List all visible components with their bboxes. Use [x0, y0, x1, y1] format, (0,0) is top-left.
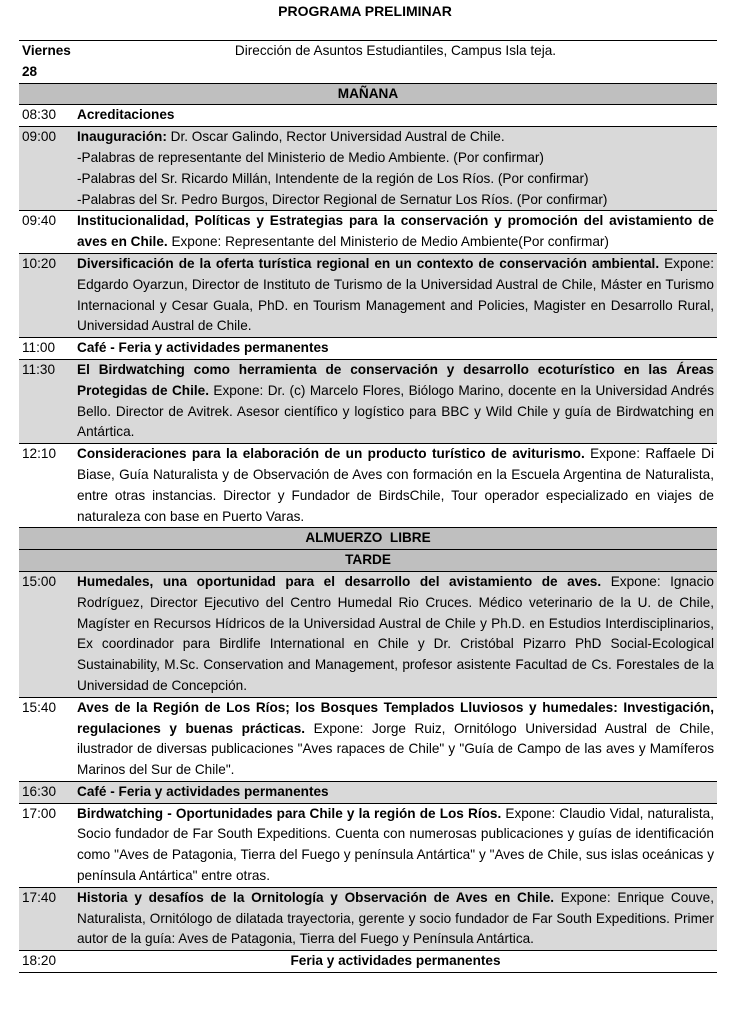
session-title: Aves de la Región de Los Ríos; los Bosques Templados Lluviosos y humedales: Investigación, regulaciones y buenas prácticas.: [77, 699, 714, 736]
session-line: -Palabras de representante del Ministerio de Medio Ambiente. (Por confirmar): [77, 149, 544, 165]
session-title: Institucionalidad, Políticas y Estrategias para la conservación y promoción del avistamiento de aves en Chile.: [77, 213, 714, 250]
schedule-row: [19, 127, 717, 211]
schedule-desc: [74, 359, 717, 443]
schedule-desc: [74, 444, 717, 528]
schedule-desc: [74, 127, 717, 211]
schedule-row: [19, 887, 717, 950]
section-morning: [19, 83, 717, 105]
session-title: Birdwatching - Oportunidades para Chile y la región de Los Ríos.: [77, 805, 502, 821]
session-title: Café - Feria y actividades permanentes: [77, 783, 329, 799]
schedule-row: [19, 338, 717, 360]
session-text: Dr. Oscar Galindo, Rector Universidad Austral de Chile.: [166, 129, 505, 145]
schedule-desc: [74, 697, 717, 781]
session-text: Expone: Dr. (c) Marcelo Flores, Biólogo Marino, docente en la Universidad Andrés Bello. Director de Avitrek. Asesor científico y logístico para BBC y Wild Chile y guía de Birdwatching en Antártica.: [77, 382, 715, 440]
schedule-desc: [74, 253, 717, 337]
schedule-row: [19, 781, 717, 803]
day-label: Viernes 28: [19, 41, 74, 84]
day-header-row: [19, 41, 717, 84]
schedule-time: 17:40: [19, 887, 74, 950]
page-title: PROGRAMA PRELIMINAR: [278, 3, 452, 19]
schedule-time: 17:00: [19, 803, 74, 887]
session-text: Expone: Representante del Ministerio de Medio Ambiente(Por confirmar): [167, 234, 609, 250]
schedule-desc: [74, 105, 717, 127]
session-text: Expone: Edgardo Oyarzun, Director de Instituto de Turismo de la Universidad Austral de Chile, Máster en Turismo Internacional y Cesar Guala, PhD. en Tourism Management and Policies, Magister en Desarrollo Rural, Universidad Austral de Chile.: [77, 255, 714, 334]
schedule-desc: [74, 887, 717, 950]
session-title: Café - Feria y actividades permanentes: [77, 340, 329, 356]
schedule-time: 12:10: [19, 444, 74, 528]
schedule-row: [19, 211, 717, 254]
section-afternoon-label: TARDE: [19, 550, 717, 572]
session-title: El Birdwatching como herramienta de conservación y desarrollo ecoturístico en las Áreas Protegidas de Chile.: [77, 361, 714, 398]
schedule-time: 16:30: [19, 781, 74, 803]
session-text: Expone: Enrique Couve, Naturalista, Ornitólogo de dilatada trayectoria, gerente y socio fundador de Far South Expeditions. Primer autor de la guía: Aves de Patagonia, Tierra del Fuego y Península Antártica.: [77, 889, 714, 947]
schedule-time: 15:40: [19, 697, 74, 781]
session-text: Expone: Raffaele Di Biase, Guía Naturalista y de Observación de Aves con formación en la Escuela Argentina de Naturalista, entre otras instancias. Director y Fundador de BirdsChile, Tour operador especializado en viajes de naturaleza con base en Puerto Varas.: [77, 446, 714, 524]
session-title: Humedales, una oportunidad para el desarrollo del avistamiento de aves.: [77, 573, 602, 589]
schedule-time: 08:30: [19, 105, 74, 127]
schedule-row: [19, 105, 717, 127]
schedule-row: [19, 951, 717, 973]
section-lunch-label: ALMUERZO LIBRE: [19, 528, 717, 550]
session-line: -Palabras del Sr. Pedro Burgos, Director Regional de Sernatur Los Ríos. (Por confirmar): [77, 191, 608, 207]
section-afternoon: [19, 550, 717, 572]
schedule-desc: [74, 211, 717, 254]
session-title: Inauguración:: [77, 129, 167, 145]
session-title: Feria y actividades permanentes: [74, 951, 717, 973]
schedule-time: 09:40: [19, 211, 74, 254]
schedule-row: [19, 803, 717, 887]
schedule-desc: [74, 338, 717, 360]
schedule-time: 09:00: [19, 127, 74, 211]
session-title: Historia y desafíos de la Ornitología y Observación de Aves en Chile.: [77, 889, 555, 905]
schedule-time: 15:00: [19, 571, 74, 697]
session-text: Expone: Claudio Vidal, naturalista, Socio fundador de Far South Expeditions. Cuenta con numerosas publicaciones y guías de identificación como "Aves de Patagonia, Tierra del Fuego y península Antártica" y "Aves de Chile, sus islas oceánicas y península Antártica" entre otras.: [77, 805, 715, 884]
session-title: Acreditaciones: [77, 107, 175, 123]
section-morning-label: MAÑANA: [19, 83, 717, 105]
section-lunch: [19, 528, 717, 550]
schedule-row: [19, 359, 717, 443]
session-title: Diversificación de la oferta turística regional en un contexto de conservación ambiental.: [77, 255, 660, 271]
schedule-row: [19, 571, 717, 697]
schedule-row: [19, 253, 717, 337]
venue-label: Dirección de Asuntos Estudiantiles, Campus Isla teja.: [74, 41, 717, 84]
schedule-row: [19, 697, 717, 781]
session-text: Expone: Jorge Ruiz, Ornitólogo Universidad Austral de Chile, ilustrador de diversas publicaciones "Aves rapaces de Chile" y "Guía de Campo de las aves y Mamíferos Marinos del Sur de Chile".: [77, 720, 714, 778]
session-text: Expone: Ignacio Rodríguez, Director Ejecutivo del Centro Humedal Rio Cruces. Médico veterinario de la U. de Chile, Magíster en Recursos Hídricos de la Universidad Austral de Chile y Ph.D. en Estudios Interdisciplinarios, Ex coordinador para Birdlife International en Chile y Dr. Cristóbal Pizarro PhD Social-Ecological Sustainability, M.Sc. Conservation and Management, profesor asistente Facultad de Cs. Forestales de la Universidad de Concepción.: [77, 573, 714, 693]
schedule-time: 11:30: [19, 359, 74, 443]
schedule-desc: [74, 803, 717, 887]
schedule-time: 11:00: [19, 338, 74, 360]
session-line: -Palabras del Sr. Ricardo Millán, Intendente de la región de Los Ríos. (Por confirmar): [77, 170, 589, 186]
schedule-desc: [74, 571, 717, 697]
schedule-row: [19, 444, 717, 528]
schedule-time: 18:20: [19, 951, 74, 973]
schedule-desc: [74, 781, 717, 803]
program-table: [19, 40, 717, 973]
session-title: Consideraciones para la elaboración de un producto turístico de aviturismo.: [77, 446, 585, 462]
schedule-time: 10:20: [19, 253, 74, 337]
